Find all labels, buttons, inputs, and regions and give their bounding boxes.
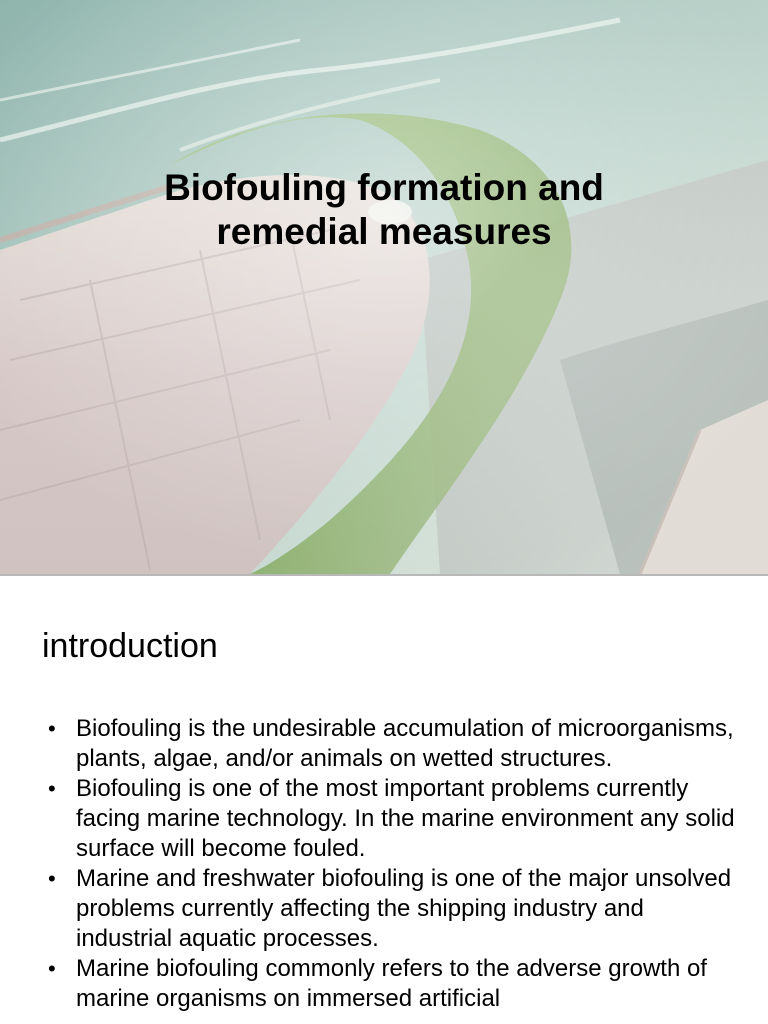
bullet-item — [46, 954, 746, 1014]
bullet-text: Biofouling is the undesirable accumulation of microorganisms, plants, algae, and/or animals on wetted structures. — [76, 715, 734, 772]
slide-title-line-2: remedial measures — [216, 211, 552, 252]
bullet-glyph: • — [48, 866, 56, 891]
bullet-glyph: • — [48, 956, 56, 981]
bullet-list — [46, 714, 746, 1014]
bullet-glyph: • — [48, 716, 56, 741]
bullet-text: Biofouling is one of the most important problems currently facing marine technology. In the marine environment any solid surface will become fouled. — [76, 775, 735, 862]
bullet-item — [46, 714, 746, 774]
bullet-text: Marine and freshwater biofouling is one of the major unsolved problems currently affecting the shipping industry and industrial aquatic processes. — [76, 865, 732, 952]
slide-title — [84, 166, 684, 254]
bullet-text: Marine biofouling commonly refers to the adverse growth of marine organisms on immersed artificial — [76, 955, 707, 1012]
introduction-slide — [0, 576, 768, 1024]
bullet-item — [46, 774, 746, 864]
bullet-glyph: • — [48, 776, 56, 801]
bullet-item — [46, 864, 746, 954]
slide-heading: introduction — [42, 627, 218, 665]
slide-title-line-1: Biofouling formation and — [164, 167, 604, 208]
